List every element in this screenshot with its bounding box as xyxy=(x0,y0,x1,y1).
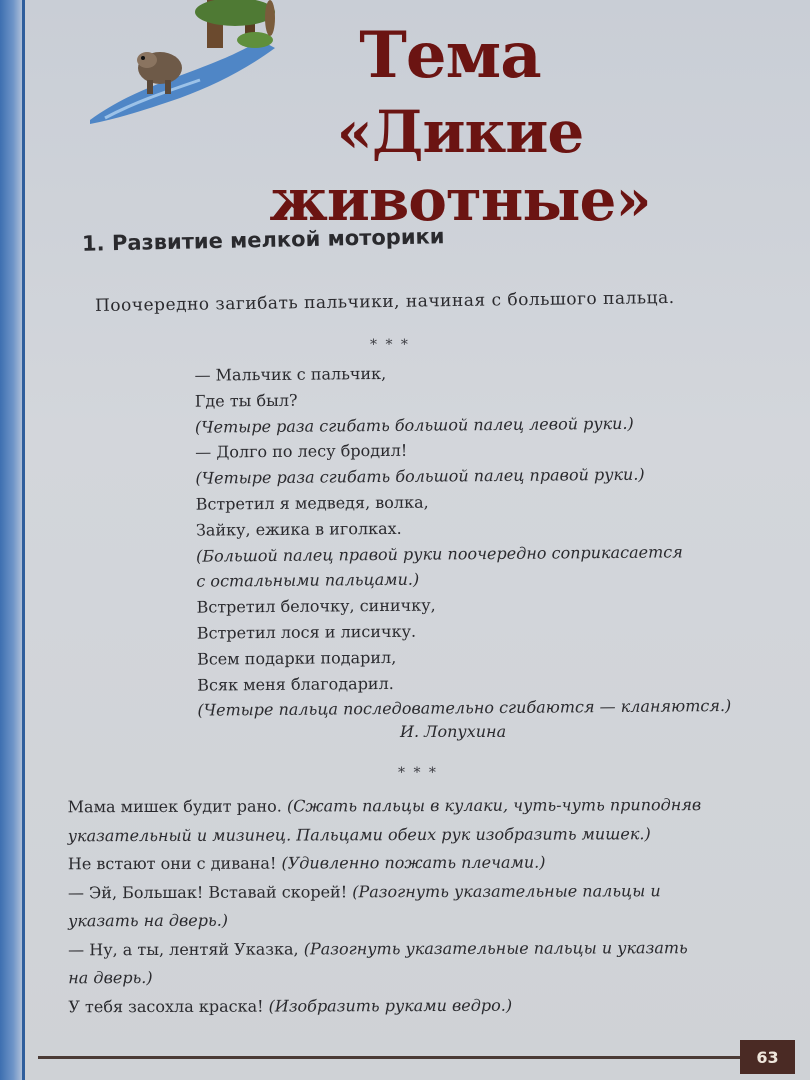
rhyme-instruction: указательный и мизинец. Пальцами обеих рук изобразить мишек.) xyxy=(67,823,651,845)
poem xyxy=(194,357,797,723)
poem-line: — Мальчик с пальчик, xyxy=(194,363,387,385)
poem-line: Зайку, ежика в иголках. xyxy=(195,518,402,540)
poem-line: Где ты был? xyxy=(194,390,298,411)
rhyme-instruction: (Изобразить руками ведро.) xyxy=(268,995,513,1016)
rhyme-separator: * * * xyxy=(398,765,438,781)
rhyme-line xyxy=(68,933,798,964)
poem-line: — Долго по лесу бродил! xyxy=(195,441,408,463)
rhyme-verse: Не встают они с дивана! xyxy=(67,853,282,874)
topic-title-line1: Тема xyxy=(359,18,541,93)
poem-instruction: (Четыре раза сгибать большой палец правой руки.) xyxy=(195,464,645,488)
rhyme-verse: — Эй, Большак! Вставай скорей! xyxy=(67,881,353,902)
left-margin-band xyxy=(0,0,22,1080)
rhyme-instruction: (Разогнуть указательные пальцы и указать xyxy=(303,937,688,958)
poem-line: Встретил я медведя, волка, xyxy=(195,492,429,514)
poem-line: Встретил лося и лисичку. xyxy=(196,621,417,643)
rhyme-instruction: (Разогнуть указательные пальцы и xyxy=(352,880,661,901)
page-number: 63 xyxy=(740,1040,795,1074)
rhyme-line xyxy=(68,876,798,907)
rhyme-line xyxy=(68,848,798,879)
rhyme-verse: У тебя засохла краска! xyxy=(68,996,269,1016)
poem-line: Всем подарки подарил, xyxy=(196,647,397,669)
poem-line: Всяк меня благодарил. xyxy=(197,673,394,695)
rhyme-line xyxy=(68,819,798,850)
rhyme-verse: Мама мишек будит рано. xyxy=(67,796,287,817)
poem-line: Встретил белочку, синичку, xyxy=(196,595,436,617)
rhyme-instruction: (Удивленно пожать плечами.) xyxy=(281,852,546,873)
footer-rule xyxy=(38,1056,740,1059)
rhyme-line xyxy=(68,990,798,1021)
poem-author: И. Лопухина xyxy=(400,722,507,741)
poem-instruction: (Большой палец правой руки поочередно соприкасается xyxy=(196,541,683,566)
rhyme-instruction: (Сжать пальцы в кулаки, чуть-чуть приподняв xyxy=(286,795,702,816)
rhyme-verse: — Ну, а ты, лентяй Указка, xyxy=(68,938,304,959)
rhyme-text xyxy=(68,791,799,1022)
rhyme-line xyxy=(68,962,798,993)
rhyme-line xyxy=(68,791,798,822)
poem-separator: * * * xyxy=(370,337,410,353)
rhyme-line xyxy=(68,905,798,936)
poem-instruction: с остальными пальцами.) xyxy=(196,570,420,591)
section-intro: Поочередно загибать пальчики, начиная с большого пальца. xyxy=(94,287,675,317)
section-heading: 1. Развитие мелкой моторики xyxy=(81,224,445,256)
rhyme-instruction: указать на дверь.) xyxy=(68,910,229,931)
rhyme-instruction: на дверь.) xyxy=(68,967,153,988)
poem-instruction: (Четыре пальца последовательно сгибаются — кланяются.) xyxy=(197,696,732,720)
poem-instruction: (Четыре раза сгибать большой палец левой руки.) xyxy=(194,413,634,437)
topic-title-line2: «Дикие животные» xyxy=(269,98,651,234)
